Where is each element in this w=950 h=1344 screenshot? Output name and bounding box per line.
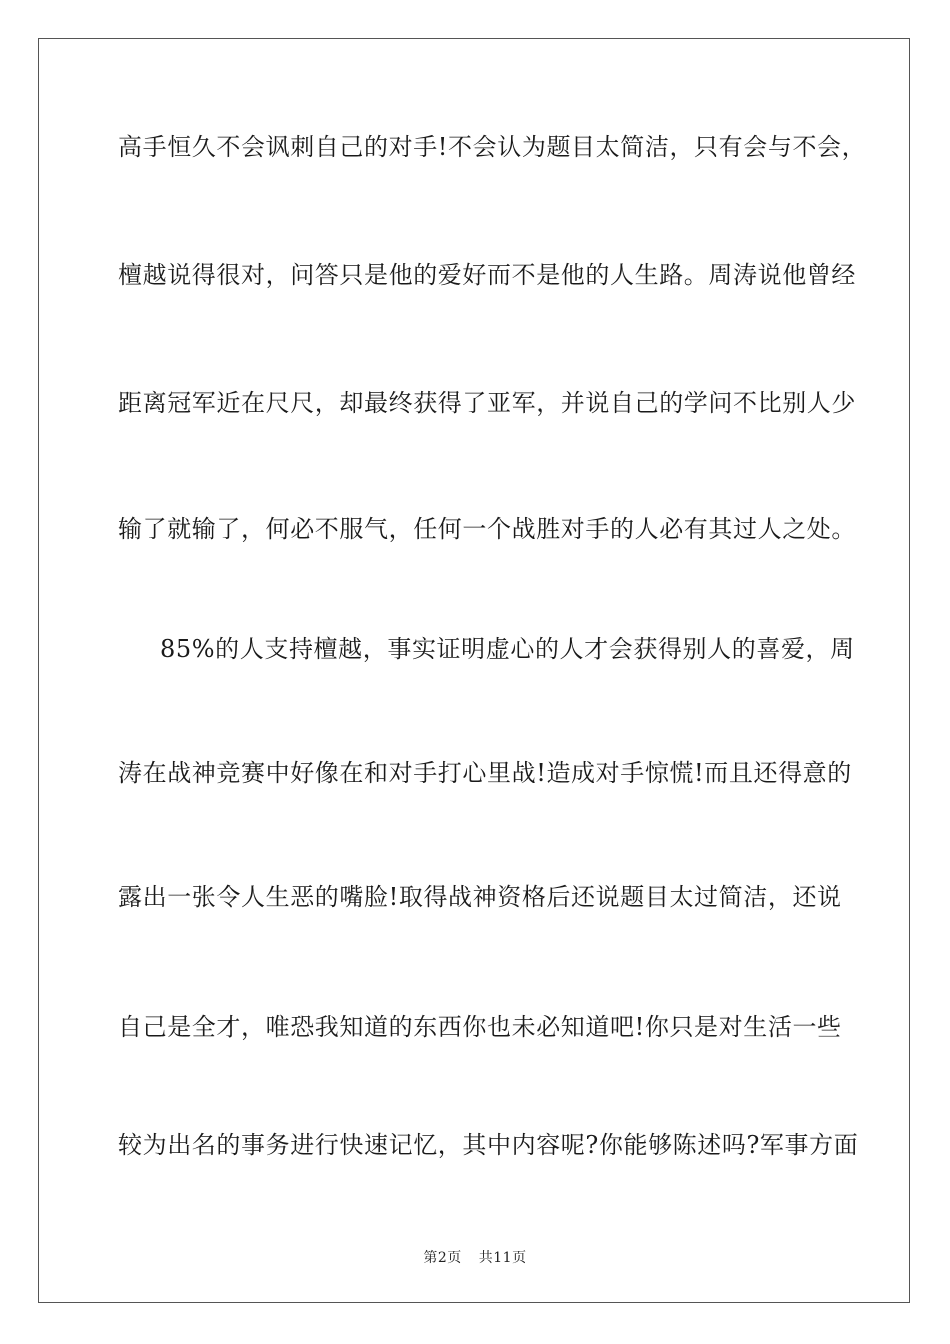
page-footer <box>0 1248 950 1268</box>
text-line: 输了就输了，何必不服气，任何一个战胜对手的人必有其过人之处。 <box>118 515 856 543</box>
page-total: 共11页 <box>478 1250 527 1266</box>
text-line: 较为出名的事务进行快速记忆，其中内容呢?你能够陈述吗?军事方面 <box>118 1131 859 1159</box>
text-line: 檀越说得很对，问答只是他的爱好而不是他的人生路。周涛说他曾经 <box>118 261 856 289</box>
text-line: 自己是全才，唯恐我知道的东西你也未必知道吧!你只是对生活一些 <box>118 1013 842 1041</box>
text-line: 高手恒久不会讽刺自己的对手!不会认为题目太简洁，只有会与不会， <box>118 133 867 161</box>
page-border <box>38 38 910 1303</box>
page-number: 第2页 <box>423 1250 462 1266</box>
text-line: 距离冠军近在尺尺，却最终获得了亚军，并说自己的学问不比别人少 <box>118 389 856 417</box>
paragraph-start-line: 85%的人支持檀越，事实证明虚心的人才会获得别人的喜爱，周 <box>160 635 855 663</box>
text-line: 露出一张令人生恶的嘴脸!取得战神资格后还说题目太过简洁，还说 <box>118 883 842 911</box>
text-line: 涛在战神竞赛中好像在和对手打心里战!造成对手惊慌!而且还得意的 <box>118 759 852 787</box>
